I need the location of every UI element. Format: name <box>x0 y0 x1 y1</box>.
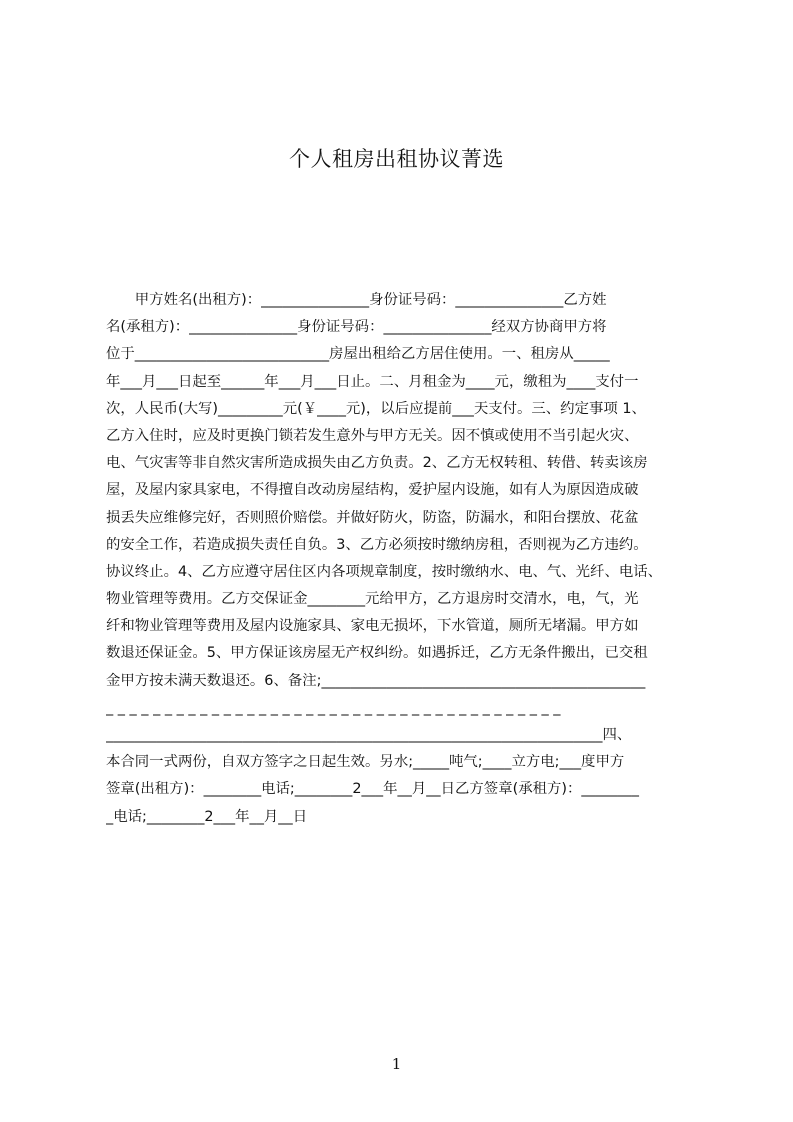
body-line: _电话;________2___年__月__日 <box>106 808 308 825</box>
body-line: 乙方入住时，应及时更换门锁若发生意外与甲方无关。因不慎或使用不当引起火灾、 <box>106 427 639 444</box>
body-line: _____________________________________________________________________四、 <box>106 727 632 743</box>
body-line: 位于___________________________房屋出租给乙方居住使用。一、租房从_____ <box>106 346 610 363</box>
body-line: 签章(出租方)：________电话;________2___年__月__日乙方签章(承租方)：________ <box>106 781 639 798</box>
body-line: _ _ _ _ _ _ _ _ _ _ _ _ _ _ _ _ _ _ _ _ _ _ _ _ _ _ _ _ _ _ _ _ _ _ _ _ _ _ _ <box>106 699 561 716</box>
page-number: 1 <box>391 1055 402 1073</box>
body-line: 金甲方按未满天数退还。6、备注;_____________________________________________ <box>106 672 646 689</box>
body-line: 屋，及屋内家具家电，不得擅自改动房屋结构，爱护屋内设施，如有人为原因造成破 <box>106 482 639 499</box>
agreement-body <box>106 287 698 832</box>
body-line: 年___月___日起至______年___月___日止。二、月租金为____元，缴租为____支付一 <box>106 373 639 390</box>
body-line: 数退还保证金。5、甲方保证该房屋无产权纠纷。如遇拆迁，乙方无条件搬出，已交租 <box>106 645 648 662</box>
body-line: 电、气灾害等非自然灾害所造成损失由乙方负责。2、乙方无权转租、转借、转卖该房 <box>106 455 648 472</box>
body-line: 损丢失应维修完好，否则照价赔偿。并做好防火，防盗，防漏水，和阳台摆放、花盆 <box>106 509 639 526</box>
body-line: 的安全工作，若造成损失责任自负。3、乙方必须按时缴纳房租，否则视为乙方违约。 <box>106 536 648 553</box>
body-line: 纤和物业管理等费用及屋内设施家具、家电无损坏，下水管道，厕所无堵漏。甲方如 <box>106 618 639 635</box>
body-line: 物业管理等费用。乙方交保证金________元给甲方，乙方退房时交清水，电，气，光 <box>106 591 639 608</box>
body-line: 次，人民币(大写)_________元(￥____元)，以后应提前___天支付。三、约定事项 1、 <box>106 400 646 417</box>
body-line: 协议终止。4、乙方应遵守居住区内各项规章制度，按时缴纳水、电、气、光纤、电话、 <box>106 563 663 580</box>
body-line: 名(承租方)：_______________身份证号码：_______________经双方协商甲方将 <box>106 319 607 336</box>
body-line: 甲方姓名(出租方)：_______________身份证号码：_______________乙方姓 <box>106 292 607 308</box>
document-title: 个人租房出租协议菁选 <box>289 147 504 171</box>
body-line: 本合同一式两份，自双方签字之日起生效。另水;_____吨气;____立方电;___度甲方 <box>106 754 625 771</box>
